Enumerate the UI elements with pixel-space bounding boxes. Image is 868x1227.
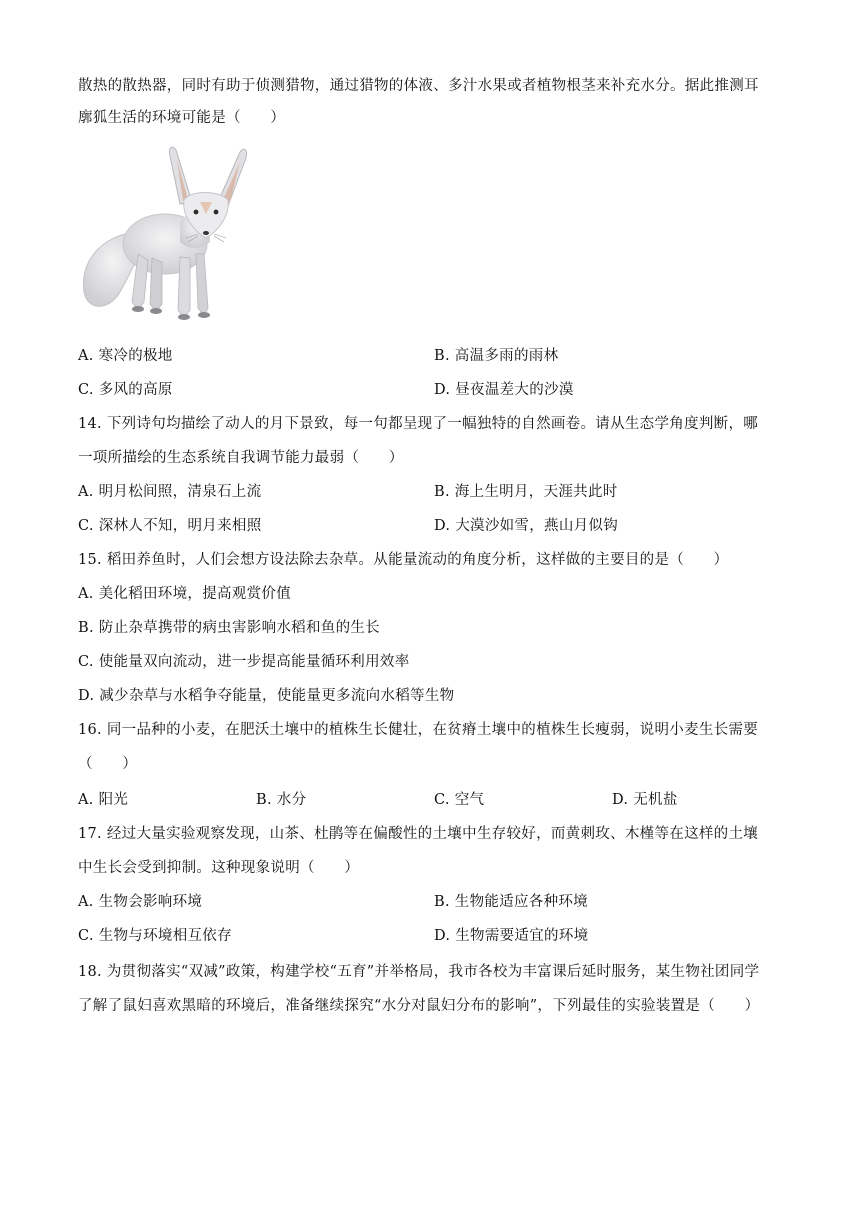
- q17-stem-line1: 17. 经过大量实验观察发现，山茶、杜鹃等在偏酸性的土壤中生存较好，而黄刺玫、木槿等在这样的土壤: [78, 826, 759, 842]
- q16-option-a: A. 阳光: [78, 792, 129, 808]
- q13-option-b: B. 高温多雨的雨林: [434, 348, 559, 364]
- q13-stem-line2: 廓狐生活的环境可能是（ ）: [78, 110, 286, 126]
- q14-stem-line1: 14. 下列诗句均描绘了动人的月下景致，每一句都呈现了一幅独特的自然画卷。请从生态学角度判断，哪: [78, 416, 759, 432]
- q14-stem-line2: 一项所描绘的生态系统自我调节能力最弱（ ）: [78, 450, 404, 466]
- q14-option-a: A. 明月松间照，清泉石上流: [78, 484, 262, 500]
- q15-option-d: D. 减少杂草与水稻争夺能量，使能量更多流向水稻等生物: [78, 688, 455, 704]
- q15-stem: 15. 稻田养鱼时，人们会想方设法除去杂草。从能量流动的角度分析，这样做的主要目的是（ ）: [78, 552, 729, 568]
- fennec-fox-image: [80, 142, 260, 327]
- q15-option-a: A. 美化稻田环境，提高观赏价值: [78, 586, 291, 602]
- q13-option-a: A. 寒冷的极地: [78, 348, 173, 364]
- q15-option-c: C. 使能量双向流动，进一步提高能量循环利用效率: [78, 654, 410, 670]
- q16-option-c: C. 空气: [434, 792, 485, 808]
- q16-stem-line1: 16. 同一品种的小麦，在肥沃土壤中的植株生长健壮，在贫瘠土壤中的植株生长瘦弱，说明小麦生长需要: [78, 722, 759, 738]
- q16-option-d: D. 无机盐: [612, 792, 678, 808]
- q16-stem-line2: （ ）: [78, 756, 138, 772]
- q18-stem-line1: 18. 为贯彻落实“双减”政策，构建学校“五育”并举格局，我市各校为丰富课后延时服务，某生物社团同学: [78, 964, 760, 980]
- q17-stem-line2: 中生长会受到抑制。这种现象说明（ ）: [78, 860, 360, 876]
- q16-option-b: B. 水分: [256, 792, 307, 808]
- q17-option-a: A. 生物会影响环境: [78, 894, 203, 910]
- q14-option-b: B. 海上生明月，天涯共此时: [434, 484, 618, 500]
- q17-option-b: B. 生物能适应各种环境: [434, 894, 588, 910]
- q13-option-d: D. 昼夜温差大的沙漠: [434, 382, 574, 398]
- q15-option-b: B. 防止杂草携带的病虫害影响水稻和鱼的生长: [78, 620, 380, 636]
- q13-stem-line1: 散热的散热器，同时有助于侦测猎物，通过猎物的体液、多汁水果或者植物根茎来补充水分。据此推测耳: [78, 78, 759, 94]
- q17-option-c: C. 生物与环境相互依存: [78, 928, 232, 944]
- q14-option-d: D. 大漠沙如雪，燕山月似钩: [434, 518, 619, 534]
- q14-option-c: C. 深林人不知，明月来相照: [78, 518, 262, 534]
- q13-option-c: C. 多风的高原: [78, 382, 173, 398]
- q17-option-d: D. 生物需要适宜的环境: [434, 928, 589, 944]
- q18-stem-line2: 了解了鼠妇喜欢黑暗的环境后，准备继续探究“水分对鼠妇分布的影响”，下列最佳的实验装置是（ ）: [78, 998, 760, 1014]
